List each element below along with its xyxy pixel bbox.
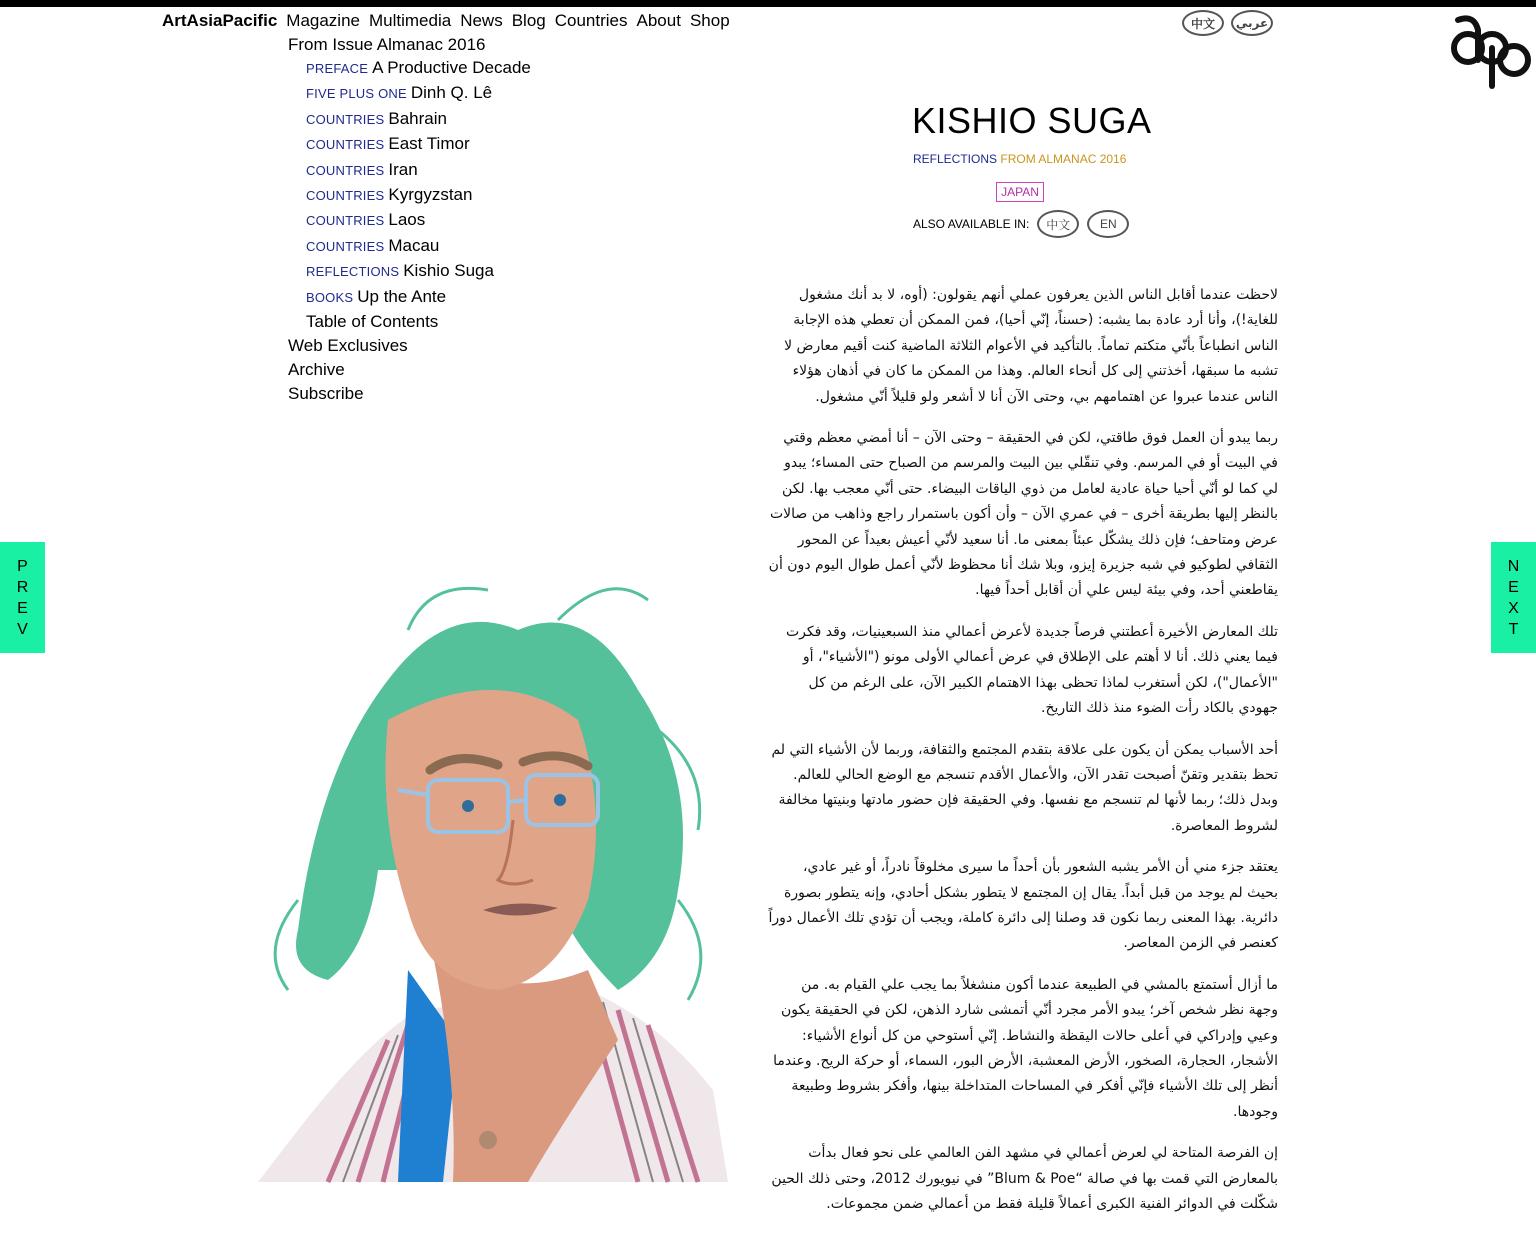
toc-section: COUNTRIES [306, 213, 385, 229]
lang-arabic-button[interactable]: عربي [1231, 10, 1273, 36]
toc-section: PREFACE [306, 61, 369, 76]
article-paragraph: تلك المعارض الأخيرة أعطتني فرصاً جديدة لأعرض أعمالي منذ السبعينيات، وقد فكرت فيما يعني ذلك. أنا لا أهتم على الإطلاق في عرض أعمالي الأولى مونو ("الأشياء"، أو "الأعمال")، لكن أستغرب لماذا تحظى بهذا الاهتمام الكبير الآن، على الرغم من كل جهودي بالكاد رأت الضوء منذ ذلك التاريخ. [785, 623, 1278, 717]
prev-button[interactable] [0, 542, 45, 653]
next-letter: N [1507, 557, 1520, 575]
toc-section: FIVE PLUS ONE [306, 86, 407, 102]
article-meta [913, 152, 1126, 166]
article-section-link[interactable]: REFLECTIONS [913, 152, 998, 166]
toc-item[interactable] [306, 287, 531, 312]
nav-news[interactable]: News [460, 11, 503, 30]
also-chinese-button[interactable]: 中文 [1037, 210, 1079, 238]
toc-item[interactable] [306, 160, 531, 185]
next-letter: E [1508, 578, 1519, 596]
nav-archive[interactable]: Archive [288, 360, 345, 379]
toc-title: Macau [388, 235, 440, 255]
article-paragraph: لاحظت عندما أقابل الناس الذين يعرفون عملي أنهم يقولون: (أوه، لا بد أنك مشغول للغاية!)، وأنا أرد عادة بما يشبه: (حسناً، إنّي أحيا)، فمن الممكن أن تعطي هذه الإجابة الناس انطباعاً بأنّي متكتم تماماً. بالتأكيد في الأعوام الثلاثة الماضية كنت أقيم معارض لا تشبه ما سبقها، أخذتني إلى كل أنحاء العالم. وهذا من الممكن ما كان في أذهان هؤلاء الناس عندما عبروا عن اهتمامهم بي، وحتى الآن أنا لا أشعر ولو قليلاً أنّي مشغول. [784, 287, 1278, 405]
article-paragraph: ربما يبدو أن العمل فوق طاقتي، لكن في الحقيقة – وحتى الآن – أنا أمضي معظم وقتي في البيت أو في المرسم. وفي تنقّلي بين البيت والمرسم من الصباح حتى المساء؛ يبدو لي كما لو أنّي أحيا حياة عادية لعامل من ذوي الياقات البيضاء. حتى أنّي معجب بها. لكن بالنظر إليها بطريقة أخرى – في عمري الآن – وأن أكون باستمرار راجع وذاهب من صالات عرض ومتاحف؛ فإن ذلك يشكّل عبئاً بمعنى ما. أنا سعيد لأنّي أعيش بعيداً عن المحور الثقافي لطوكيو في شبه جزيرة إيزو، وبلا شك أنا محظوظ لأنّي أعمل طوال اليوم دون أن يقاطعني أحد، وفي بيئة ليس علي أن أقابل أحداً فيها. [768, 430, 1278, 599]
nav-multimedia[interactable]: Multimedia [369, 11, 452, 30]
toc-title: A Productive Decade [372, 58, 531, 77]
top-bar [0, 0, 1536, 7]
toc-item[interactable] [306, 210, 531, 235]
issue-toc [306, 58, 531, 337]
toc-item[interactable] [306, 83, 531, 108]
toc-item[interactable] [306, 134, 531, 159]
article-paragraph: ما أزال أستمتع بالمشي في الطبيعة عندما أكون منشغلاً بما يجب علي القيام به. من وجهة نظر شخص آخر؛ يبدو الأمر مجرد أنّي أتمشى شارد الذهن، لكن في الحقيقة يكون وعيي وإدراكي في أعلى حالات اليقظة والنشاط. إنّي أستوحي من كل أنواع الأشياء: الأشجار، الحجارة، الصخور، الأرض المعشبة، الأرض البور، السماء، أو حركة الريح. وعندما أنظر إلى تلك الأشياء فإنّي أفكر في المساحات المتداخلة بينها، وأفكر بشروط وطبيعة وجودها. [773, 976, 1278, 1120]
toc-item[interactable] [306, 58, 531, 83]
toc-item[interactable] [306, 109, 531, 134]
toc-item[interactable] [306, 236, 531, 261]
prev-letter: R [16, 578, 29, 596]
toc-title: Bahrain [388, 108, 447, 128]
secondary-nav [288, 336, 408, 408]
nav-about[interactable]: About [636, 11, 681, 30]
toc-section: COUNTRIES [306, 187, 385, 203]
toc-title: Table of Contents [306, 311, 439, 331]
next-letter: X [1508, 599, 1519, 617]
toc-title: East Timor [388, 134, 470, 154]
artist-portrait-illustration [258, 570, 728, 1182]
aap-logo[interactable] [1448, 12, 1532, 92]
issue-heading[interactable]: From Issue Almanac 2016 [288, 35, 486, 54]
nav-magazine[interactable]: Magazine [286, 11, 360, 30]
article-paragraph: إن الفرصة المتاحة لي لعرض أعمالي في مشهد الفن العالمي على نحو فعال بدأت بالمعارض التي قمت بها في صالة “Blum & Poe” في نيويورك 2012، وحتى ذلك الحين شكّلت في الدوائر الفنية الكبرى أعمالاً قليلة فقط من أعمالي ضمن مجموعات. [771, 1145, 1278, 1212]
article-paragraph: يعتقد جزء مني أن الأمر يشبه الشعور بأن أحداً ما سيرى مخلوقاً نادراً، أو غير عادي، بحيث لم يوجد من قبل أبداً. يقال إن المجتمع لا يتطور بشكل أحادي، وإنه يتطور بصورة دائرية. بهذا المعنى ربما نكون قد وصلنا إلى دائرة كاملة، ويجب أن تؤدي تلك الأعمال دوراً كعنصر في الزمن المعاصر. [768, 859, 1278, 952]
prev-letter: V [17, 620, 28, 638]
next-letter: T [1508, 620, 1519, 638]
toc-title: Laos [388, 210, 426, 230]
nav-web-exclusives[interactable]: Web Exclusives [288, 336, 408, 355]
toc-section: BOOKS [306, 289, 354, 305]
language-switcher [1182, 10, 1273, 36]
toc-item[interactable] [306, 185, 531, 210]
toc-title: Dinh Q. Lê [410, 83, 493, 103]
nav-shop[interactable]: Shop [689, 11, 730, 30]
toc-title: Kishio Suga [403, 261, 494, 281]
also-available [913, 210, 1129, 238]
toc-title: Iran [388, 159, 418, 179]
prev-letter: E [17, 599, 28, 617]
lang-chinese-button[interactable]: 中文 [1182, 10, 1224, 36]
article-paragraph: أحد الأسباب يمكن أن يكون على علاقة بتقدم المجتمع والثقافة، وربما لأن الأشياء التي لم تحظ بتقدير وتقنّ أصبحت تقدر الآن، والأعمال الأقدم تنسجم مع الوضع الحالي للعالم. وبدل ذلك؛ ربما لأنها لم تنسجم مع نفسها. وفي الحقيقة فإن حضور مادتها وبنيتها مخالفة لشروط المعاصرة. [771, 741, 1278, 834]
next-button[interactable] [1491, 542, 1536, 653]
nav-blog[interactable]: Blog [511, 11, 546, 30]
toc-title: Kyrgyzstan [388, 184, 473, 204]
toc-title: Up the Ante [357, 286, 447, 306]
toc-section: COUNTRIES [306, 137, 385, 153]
also-available-label: ALSO AVAILABLE IN: [913, 217, 1030, 231]
toc-section: COUNTRIES [306, 238, 385, 254]
toc-section: REFLECTIONS [306, 264, 400, 280]
brand-link[interactable]: ArtAsiaPacific [162, 11, 278, 30]
also-english-button[interactable]: EN [1087, 210, 1129, 238]
toc-item[interactable] [306, 261, 531, 286]
nav-subscribe[interactable]: Subscribe [288, 384, 364, 403]
toc-section: COUNTRIES [306, 162, 385, 178]
toc-item[interactable] [306, 312, 531, 337]
article-body [768, 283, 1278, 1233]
prev-letter: P [17, 557, 28, 575]
main-nav [162, 11, 730, 31]
country-tag[interactable]: JAPAN [996, 182, 1044, 202]
article-title: KISHIO SUGA [912, 100, 1152, 141]
article-issue-link[interactable]: FROM ALMANAC 2016 [1000, 152, 1127, 166]
nav-countries[interactable]: Countries [554, 11, 628, 30]
toc-section: COUNTRIES [306, 111, 385, 127]
